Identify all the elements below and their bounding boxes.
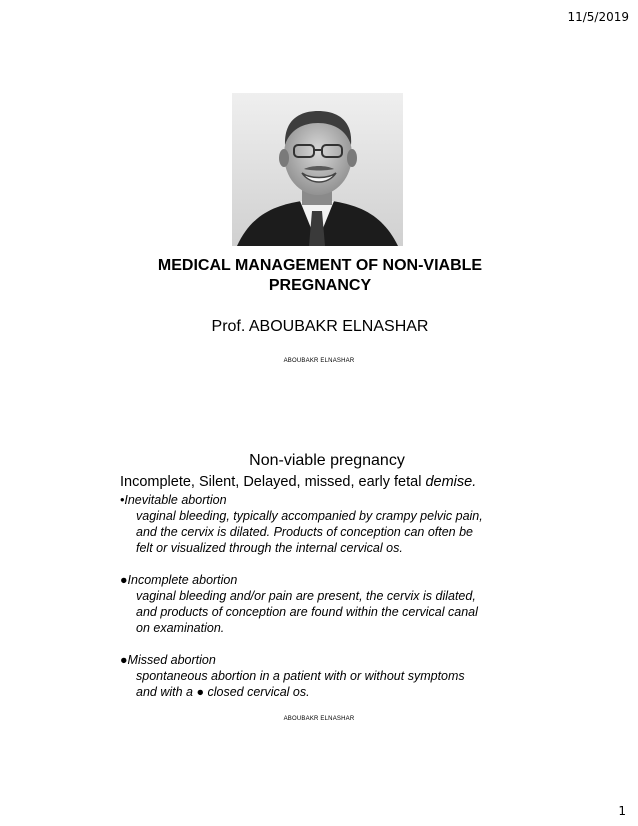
- item-body-line: and products of conception are found within the cervical canal: [136, 605, 478, 619]
- item-head-missed: ●Missed abortion: [120, 653, 216, 667]
- item-body-line: vaginal bleeding, typically accompanied by crampy pelvic pain,: [136, 509, 483, 523]
- item-body-line: on examination.: [136, 621, 225, 635]
- list-item: [120, 572, 522, 636]
- item-head-incomplete: ●Incomplete abortion: [120, 573, 238, 587]
- item-body-line: felt or visualized through the internal cervical os.: [136, 541, 403, 555]
- item-head-inevitable: •Inevitable abortion: [120, 493, 227, 507]
- page-number: 1: [618, 804, 626, 818]
- item-body-line: and with a ● closed cervical os.: [136, 685, 310, 699]
- slide-title: [110, 256, 530, 296]
- author-photo: [232, 93, 403, 246]
- portrait-image: [232, 93, 403, 246]
- list-item: [120, 652, 522, 700]
- item-body-line: spontaneous abortion in a patient with or without symptoms: [136, 669, 465, 683]
- date-label: 11/5/2019: [567, 10, 629, 24]
- author-name: Prof. ABOUBAKR ELNASHAR: [211, 318, 429, 335]
- subtitle-italic: demise.: [425, 474, 477, 490]
- item-body-line: and the cervix is dilated. Products of conception can often be: [136, 525, 474, 539]
- title-line-1: MEDICAL MANAGEMENT OF NON-VIABLE: [157, 257, 483, 274]
- slide2-footer: ABOUBAKR ELNASHAR: [283, 716, 355, 722]
- title-line-2: PREGNANCY: [268, 277, 372, 294]
- slide1-footer: ABOUBAKR ELNASHAR: [283, 358, 355, 364]
- slide2-title: Non-viable pregnancy: [249, 452, 405, 469]
- subtitle-main: Incomplete, Silent, Delayed, missed, early fetal: [120, 474, 426, 490]
- slide-2: [120, 452, 522, 700]
- slide2-subtitle: [120, 474, 522, 490]
- item-body-line: vaginal bleeding and/or pain are present, the cervix is dilated,: [136, 589, 476, 603]
- list-item: [120, 492, 522, 556]
